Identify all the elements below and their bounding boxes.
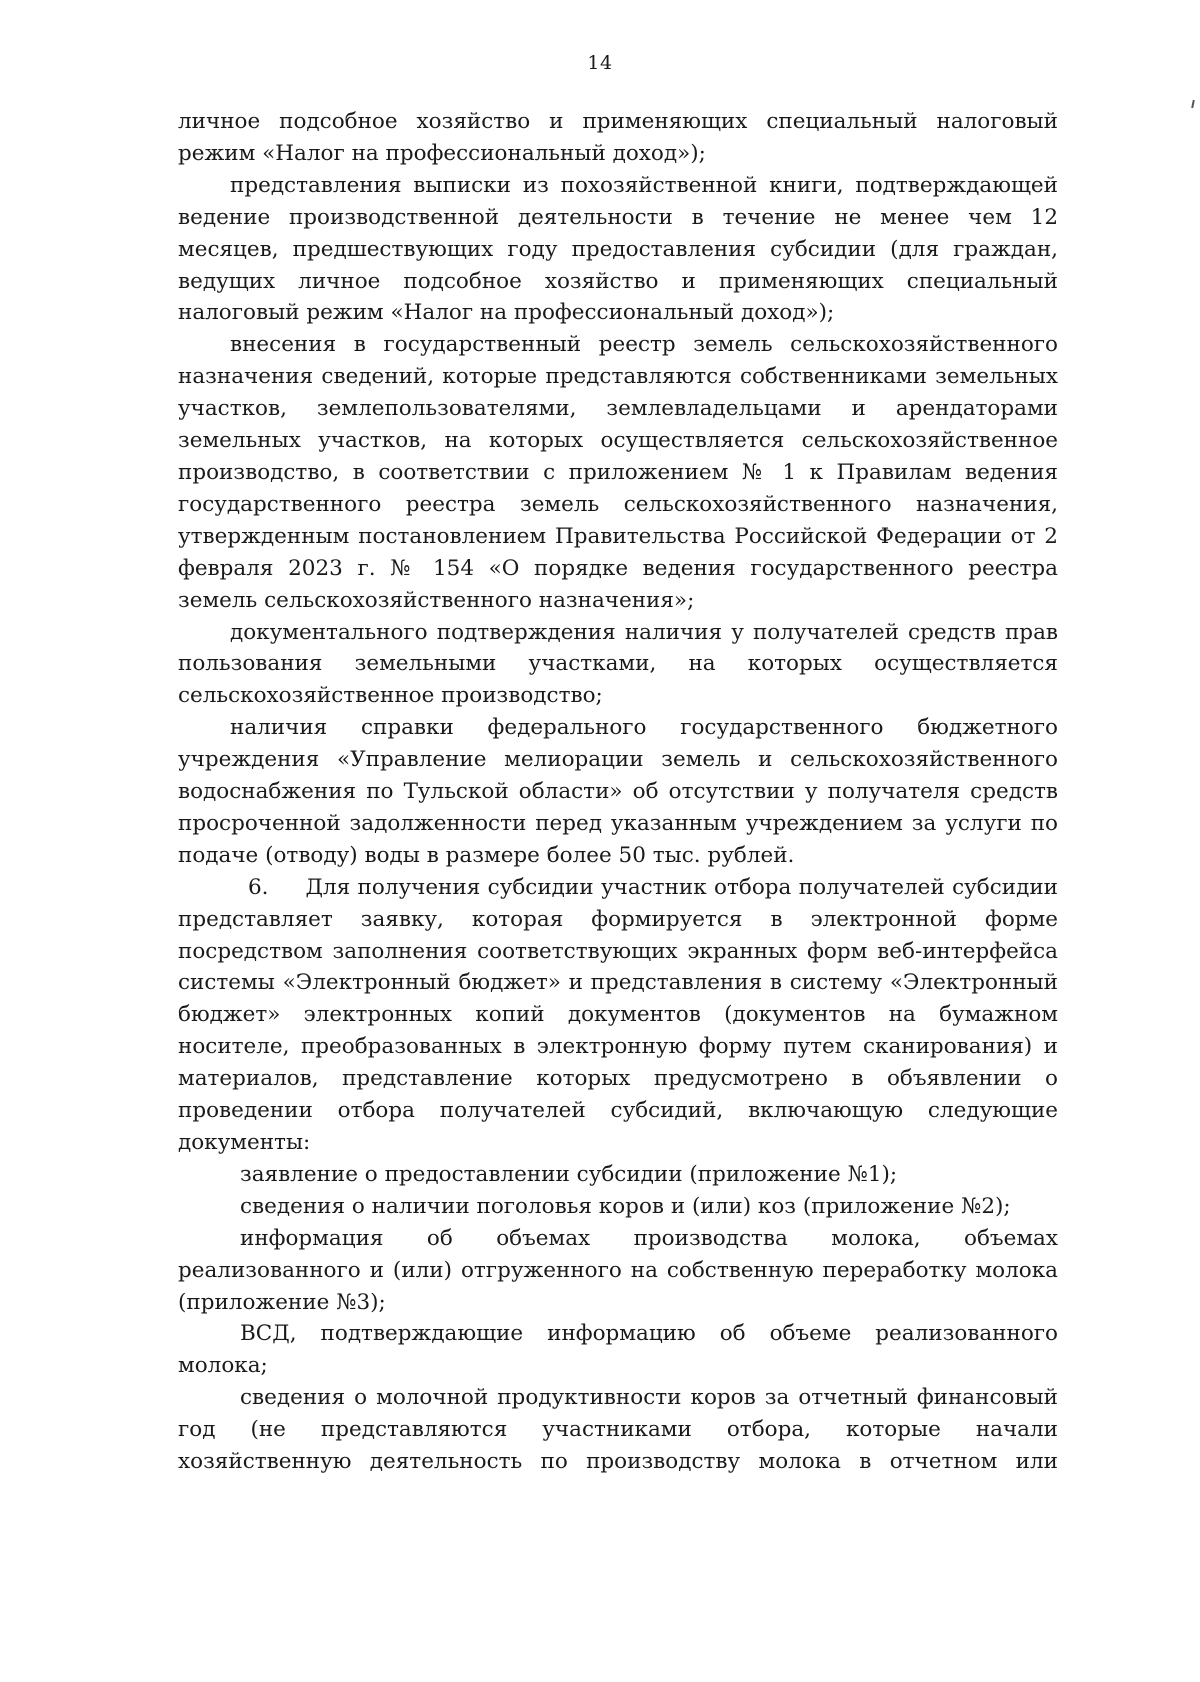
paragraph-land-use-rights: документального подтверждения наличия у получателей средств прав пользования земельными участками, на которых осуществляется сельскохозяйственное производство; (178, 619, 1058, 709)
paragraph-household-book-extract: представления выписки из похозяйственной книги, подтверждающей ведение производственной деятельности в течение не менее чем 12 месяцев, предшествующих году предоставления субсидии (для граждан, ведущих личное подсобное хозяйство и применяющих специальный налоговый режим «Налог на профессиональный доход»); (178, 172, 1058, 326)
list-item-milk-productivity: сведения о молочной продуктивности коров за отчетный финансовый год (не представляются участниками отбора, которые начали хозяйственную деятельность по производству молока в отчетном или (178, 1385, 1058, 1475)
list-item-vsd: ВСД, подтверждающие информацию об объеме реализованного молока; (178, 1321, 1058, 1379)
list-item-livestock-info: сведения о наличии поголовья коров и (или) коз (приложение №2); (240, 1193, 1011, 1219)
paragraph-land-registry: внесения в государственный реестр земель сельскохозяйственного назначения сведений, которые представляются собственниками земельных участков, землепользователями, землевладельцами и арендаторами земельных участков, на которых осуществляется сельскохозяйственное производство, в соответствии с приложением № 1 к Правилам ведения государственного реестра земель сельскохозяйственного назначения, утвержденным постановлением Правительства Российской Федерации от 2 февраля 2023 г. № 154 «О порядке ведения государственного реестра земель сельскохозяйственного назначения»; (178, 332, 1058, 613)
page-number: 14 (587, 52, 613, 74)
paragraph-melioration-certificate: наличия справки федерального государственного бюджетного учреждения «Управление мелиорации земель и сельскохозяйственного водоснабжения по Тульской области» об отсутствии у получателя средств просроченной задолженности перед указанным учреждением за услуги по подаче (отводу) воды в размере более 50 тыс. рублей. (178, 715, 1058, 868)
document-body (178, 106, 1058, 1478)
list-item-milk-volumes: информация об объемах производства молока, объемах реализованного и (или) отгруженного на собственную переработку молока (приложение №3); (178, 1225, 1058, 1315)
list-item-application: заявление о предоставлении субсидии (приложение №1); (240, 1161, 898, 1187)
paragraph-continuation: личное подсобное хозяйство и применяющих специальный налоговый режим «Налог на профессиональный доход»); (178, 109, 1058, 166)
scan-artifact-mark (1191, 100, 1195, 108)
paragraph-section-6: 6. Для получения субсидии участник отбора получателей субсидии представляет заявку, которая формируется в электронной форме посредством заполнения соответствующих экранных форм веб-интерфейса системы «Электронный бюджет» и представления в систему «Электронный бюджет» электронных копий документов (документов на бумажном носителе, преобразованных в электронную форму путем сканирования) и материалов, представление которых предусмотрено в объявлении о проведении отбора получателей субсидий, включающую следующие документы: (178, 874, 1058, 1155)
